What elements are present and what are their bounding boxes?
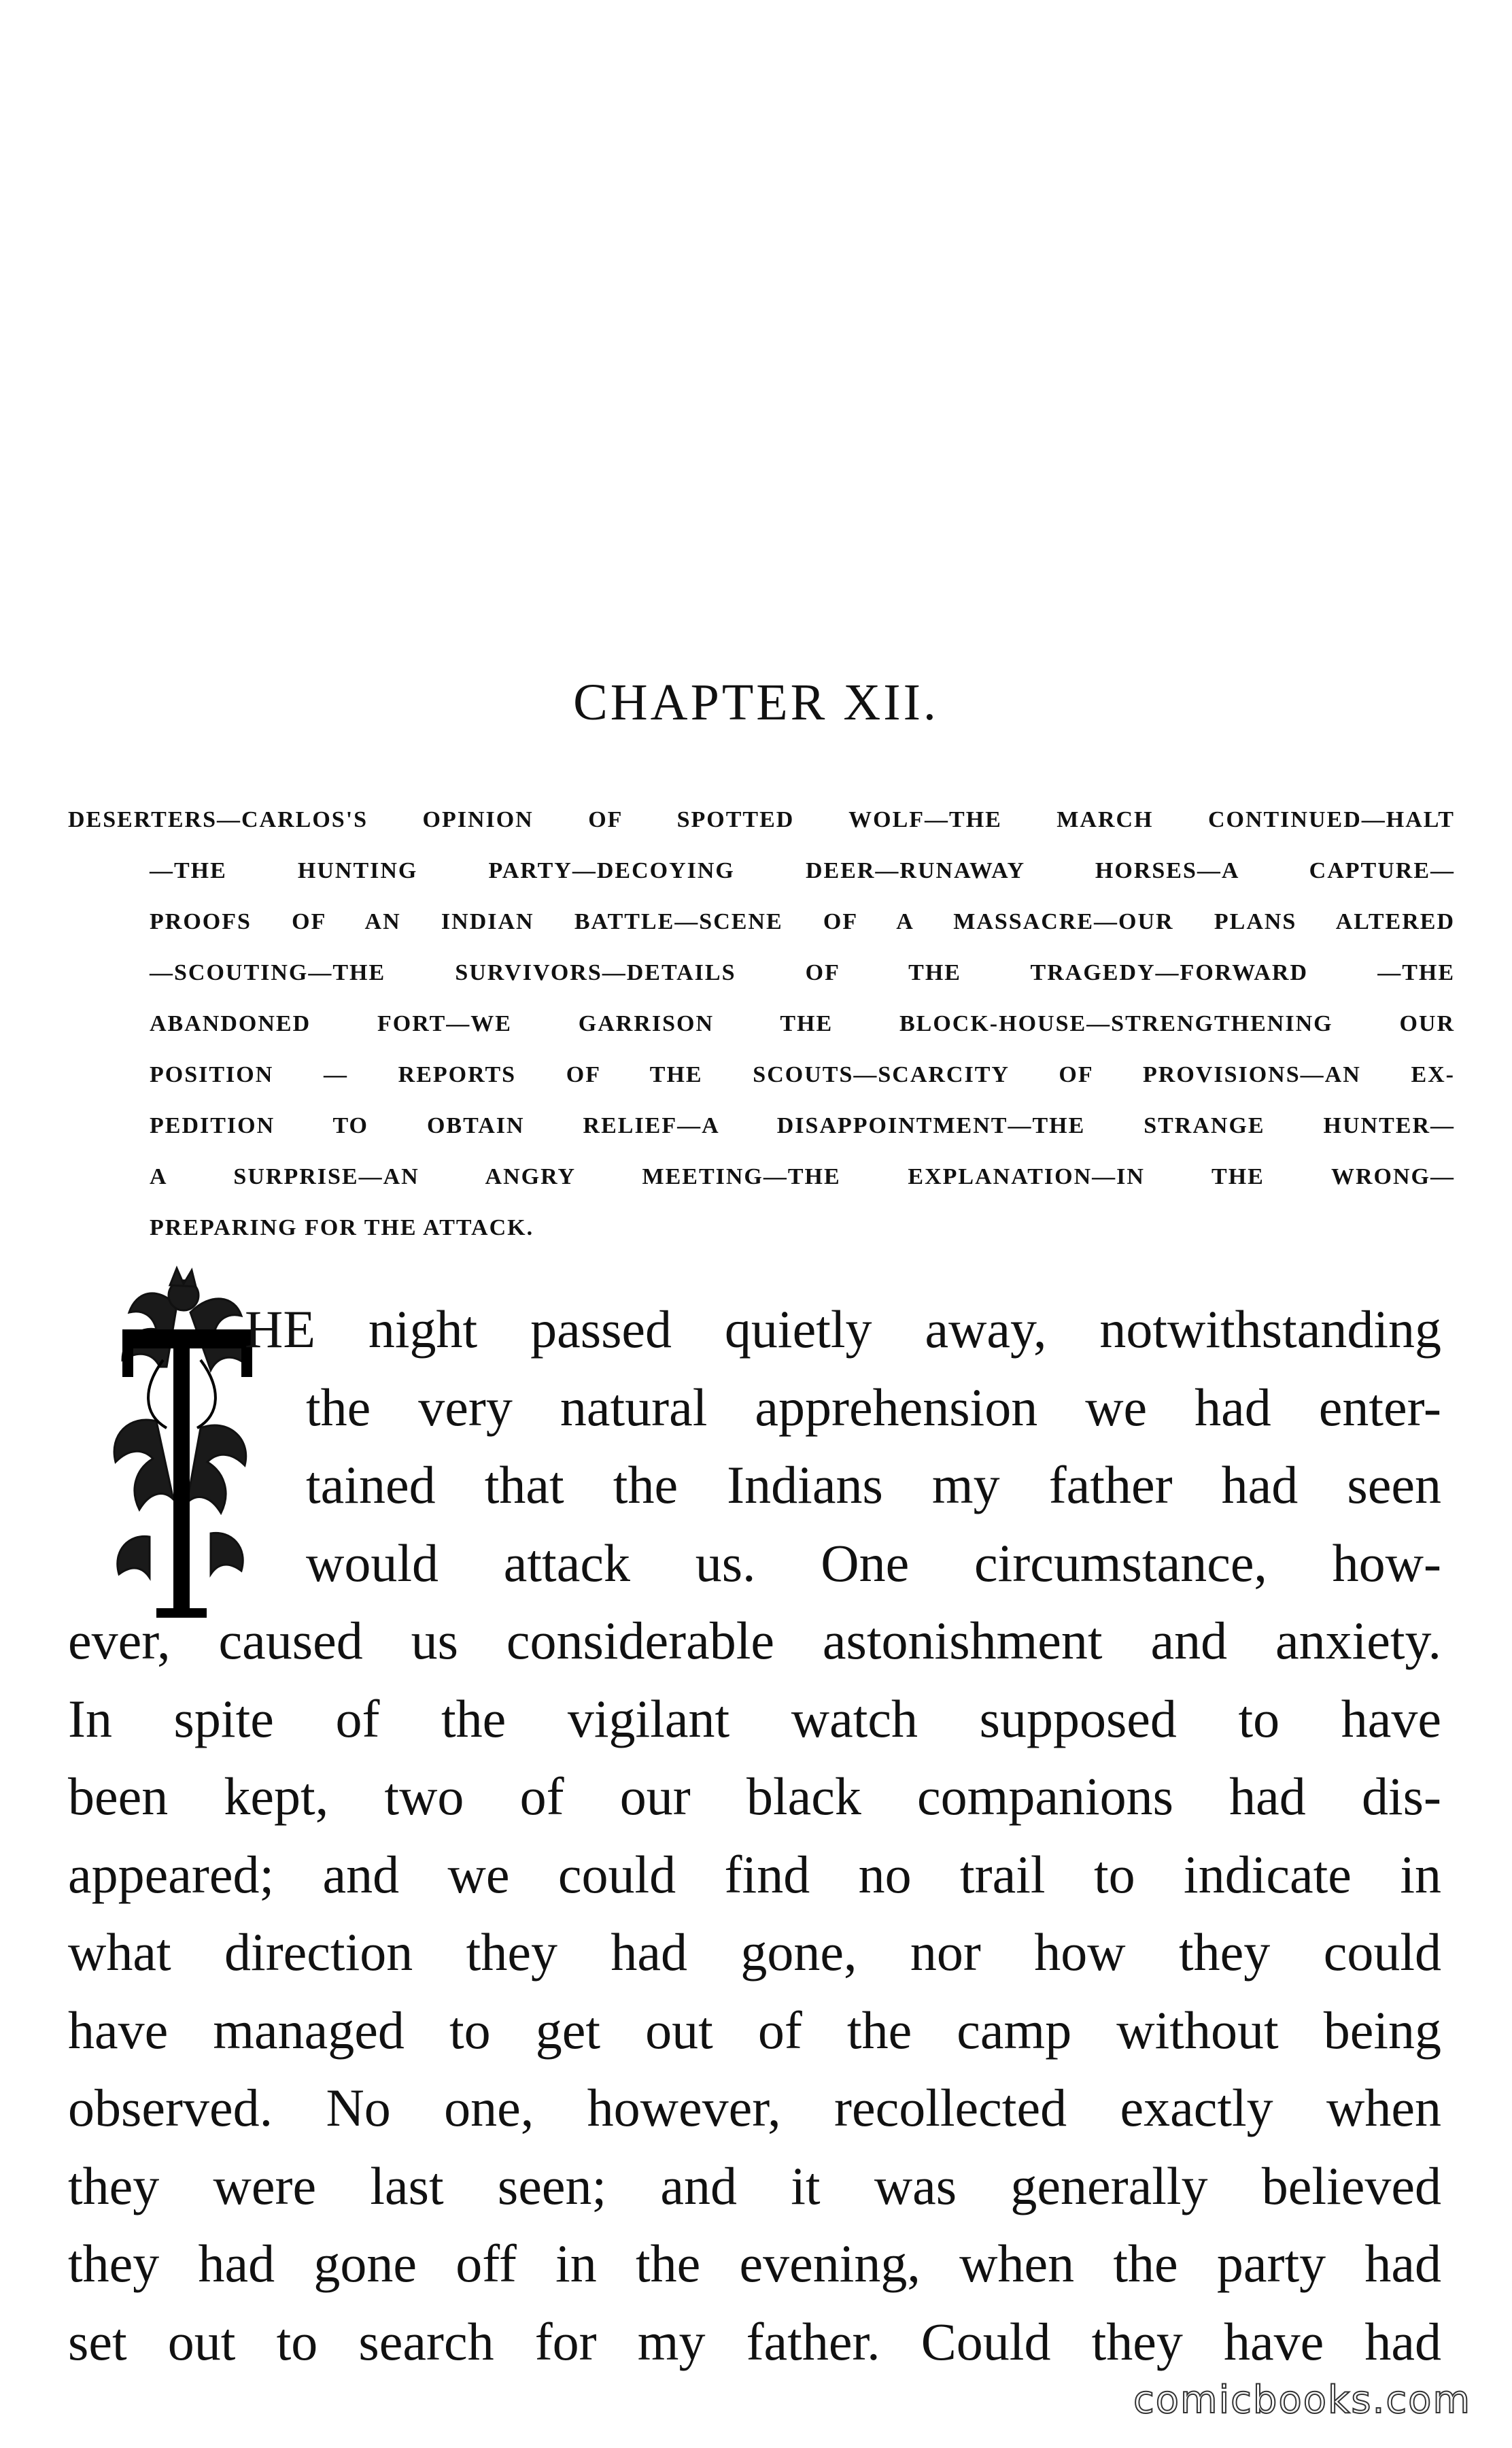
body-line-text: HE night passed quietly away, notwithstanding xyxy=(245,1299,1441,1359)
body-line: been kept, two of our black companions had dis- xyxy=(68,1767,1441,1826)
body-line: In spite of the vigilant watch supposed to have xyxy=(68,1688,1441,1748)
body-line: ever, caused us considerable astonishment and anxiety. xyxy=(68,1611,1441,1670)
body-line: have managed to get out of the camp without being xyxy=(68,2000,1441,2060)
body-line xyxy=(68,1291,1441,1369)
body-line: observed. No one, however, recollected exactly when xyxy=(68,2078,1441,2137)
synopsis-line: PREPARING FOR THE ATTACK. xyxy=(150,1215,534,1240)
synopsis-line: ABANDONED FORT—WE GARRISON THE BLOCK-HOUSE—STRENGTHENING OUR xyxy=(150,1011,1455,1036)
body-text xyxy=(68,1291,1441,2381)
chapter-title: CHAPTER XII. xyxy=(573,674,939,731)
synopsis-line: —SCOUTING—THE SURVIVORS—DETAILS OF THE TRAGEDY—FORWARD —THE xyxy=(150,960,1455,985)
synopsis-line: PROOFS OF AN INDIAN BATTLE—SCENE OF A MASSACRE—OUR PLANS ALTERED xyxy=(150,909,1455,934)
synopsis-line: DESERTERS—CARLOS'S OPINION OF SPOTTED WOLF—THE MARCH CONTINUED—HALT xyxy=(68,807,1455,832)
synopsis-line: POSITION — REPORTS OF THE SCOUTS—SCARCITY OF PROVISIONS—AN EX- xyxy=(150,1062,1455,1087)
watermark: comicbooks.com xyxy=(1133,2378,1471,2422)
body-line: they were last seen; and it was generally believed xyxy=(68,2156,1441,2215)
synopsis-line: —THE HUNTING PARTY—DECOYING DEER—RUNAWAY HORSES—A CAPTURE— xyxy=(150,858,1455,883)
body-line: would attack us. One circumstance, how- xyxy=(306,1533,1441,1593)
body-line: what direction they had gone, nor how they could xyxy=(68,1922,1441,1982)
body-line: appeared; and we could find no trail to indicate in xyxy=(68,1844,1441,1904)
body-line: set out to search for my father. Could they have had xyxy=(68,2311,1441,2371)
chapter-synopsis xyxy=(68,794,1455,1253)
synopsis-line: PEDITION TO OBTAIN RELIEF—A DISAPPOINTMENT—THE STRANGE HUNTER— xyxy=(150,1113,1455,1138)
synopsis-line: A SURPRISE—AN ANGRY MEETING—THE EXPLANATION—IN THE WRONG— xyxy=(150,1164,1455,1189)
body-line: the very natural apprehension we had enter- xyxy=(306,1377,1441,1437)
body-line: tained that the Indians my father had seen xyxy=(306,1455,1441,1514)
body-line: they had gone off in the evening, when the party had xyxy=(68,2234,1441,2293)
